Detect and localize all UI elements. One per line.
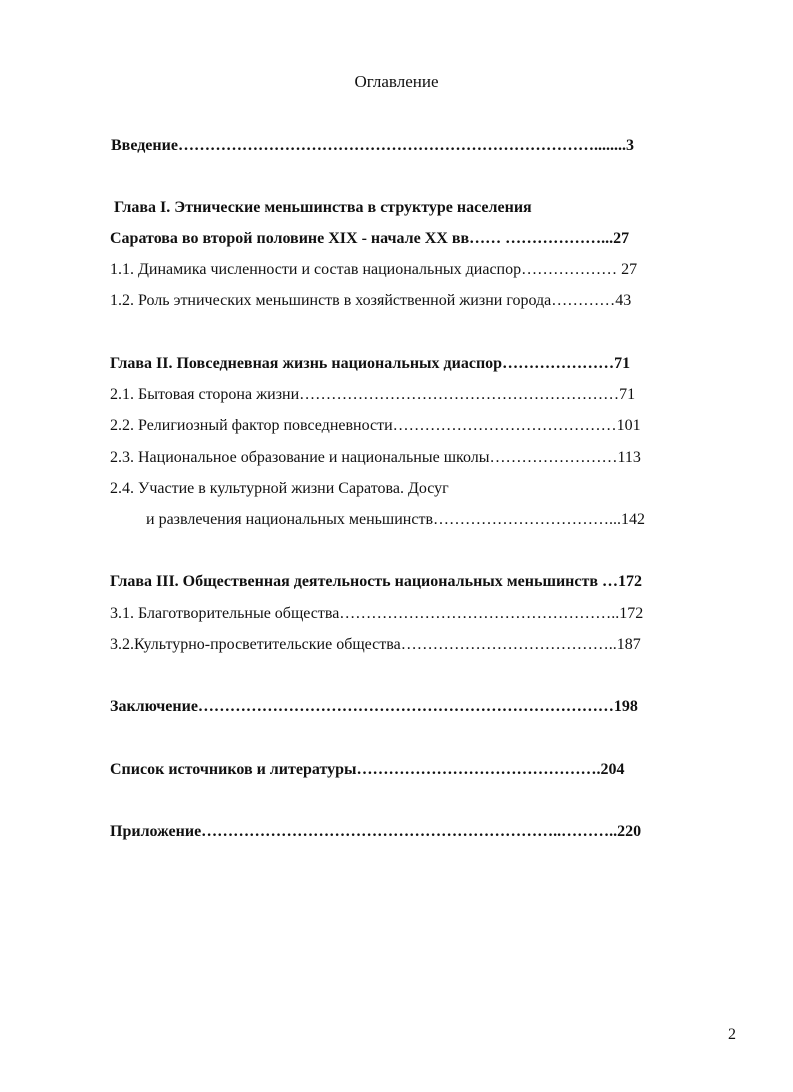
toc-entry-section-3-1: 3.1. Благотворительные общества……………………………………………..172 [110,605,644,622]
toc-entry-appendix: Приложение…………………………………………………………..………..220 [110,823,642,840]
toc-entry-section-2-4-line-1: 2.4. Участие в культурной жизни Саратова. Досуг [110,480,449,497]
page-title: Оглавление [354,72,439,91]
toc-entry-introduction: Введение……………………………………………………………………........3 [111,137,634,154]
toc-entry-section-1-1: 1.1. Динамика численности и состав национальных диаспор……………… 27 [110,261,638,278]
toc-entry-section-2-4-line-2: и развлечения национальных меньшинств……………………………...142 [146,511,646,528]
toc-entry-section-2-1: 2.1. Бытовая сторона жизни……………………………………………………71 [110,386,636,403]
toc-entry-conclusion: Заключение……………………………………………………………………198 [110,698,638,715]
toc-entry-section-2-2: 2.2. Религиозный фактор повседневности……………………………………101 [110,417,641,434]
toc-entry-chapter-3: Глава III. Общественная деятельность национальных меньшинств …172 [110,573,642,590]
toc-entry-chapter-2: Глава II. Повседневная жизнь национальных диаспор…………………71 [110,355,631,372]
toc-entry-section-3-2: 3.2.Культурно-просветительские общества…………………………………..187 [110,636,641,653]
toc-entry-section-1-2: 1.2. Роль этнических меньшинств в хозяйственной жизни города…………43 [110,292,632,309]
toc-entry-chapter-1-title-line-1: Глава I. Этнические меньшинства в структуре населения [114,199,532,216]
toc-entry-chapter-1-title-line-2: Саратова во второй половине XIX - начале XX вв…… ………………...27 [110,230,630,247]
toc-entry-section-2-3: 2.3. Национальное образование и национальные школы……………………113 [110,449,641,466]
toc-entry-bibliography: Список источников и литературы……………………………………….204 [110,761,625,778]
page-number: 2 [728,1026,736,1043]
